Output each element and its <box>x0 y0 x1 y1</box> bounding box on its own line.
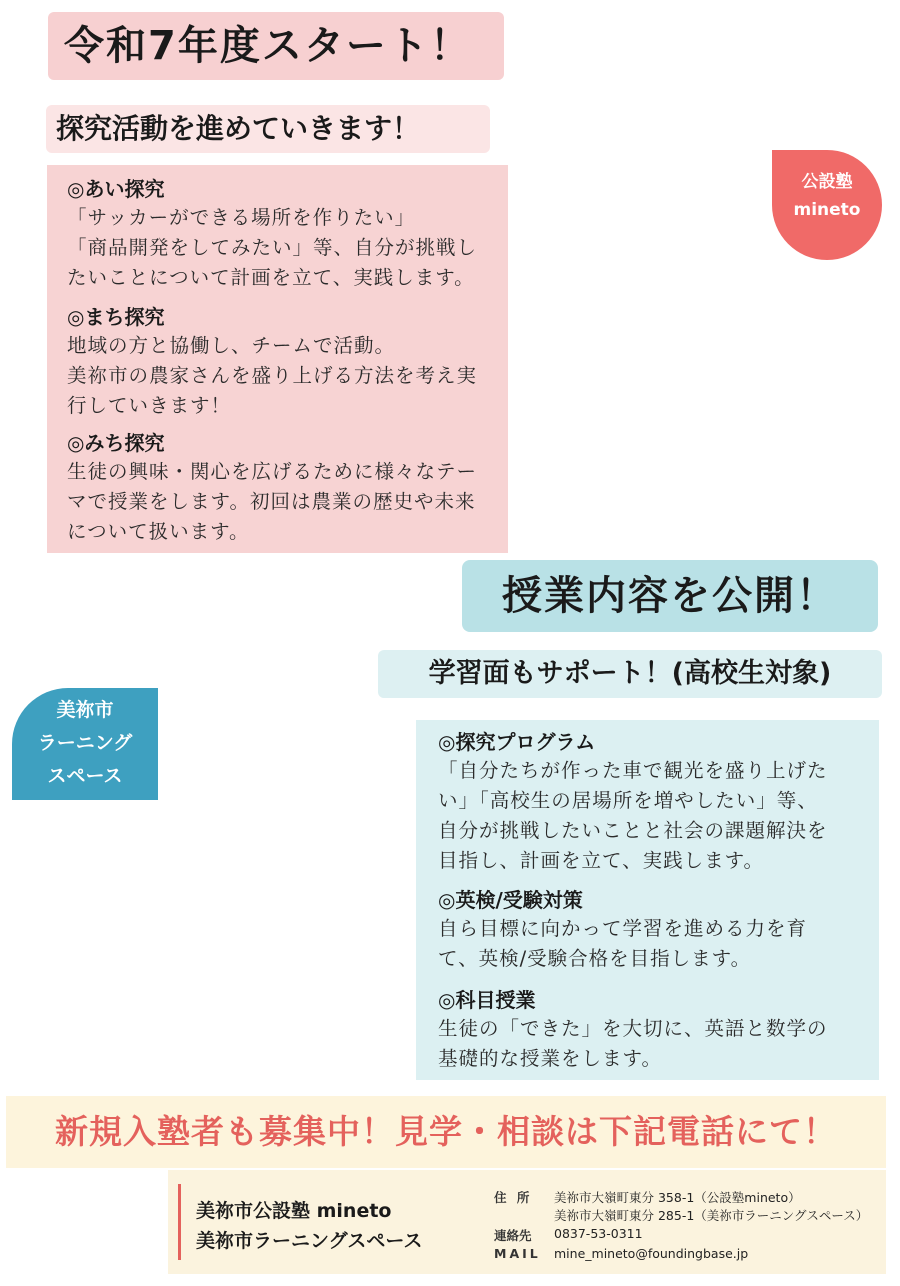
section-line: 自ら目標に向かって学習を進める力を育 <box>438 917 808 940</box>
section-line: 「サッカーができる場所を作りたい」 <box>67 206 416 229</box>
section-line: 地域の方と協働し、チームで活動。 <box>67 334 396 357</box>
section-title: ◎まち探究 <box>67 305 165 329</box>
badge-line: スペース <box>47 765 123 787</box>
section-line: 「商品開発をしてみたい」等、自分が挑戦し <box>67 236 478 259</box>
org-names <box>196 1196 422 1256</box>
accent-bar <box>178 1184 181 1260</box>
section-title: ◎英検/受験対策 <box>438 888 583 912</box>
lesson-title: 授業内容を公開！ <box>462 560 878 632</box>
section-eiken <box>438 886 868 974</box>
badge-line: 美祢市 <box>56 699 114 721</box>
address-label: 住 所 <box>494 1190 533 1205</box>
badge-line: mineto <box>793 200 861 220</box>
section-title: ◎科目授業 <box>438 988 536 1012</box>
section-title: ◎みち探究 <box>67 431 165 455</box>
lesson-subtitle: 学習面もサポート！(高校生対象) <box>378 650 882 698</box>
section-line: マで授業をします。初回は農業の歴史や未来 <box>67 490 476 513</box>
section-line: たいことについて計画を立て、実践します。 <box>67 266 475 289</box>
pink-info-box <box>47 165 508 553</box>
main-title: 令和7年度スタート！ <box>48 12 504 80</box>
section-title: ◎あい探究 <box>67 177 165 201</box>
section-line: 生徒の興味・関心を広げるために様々なテー <box>67 460 478 483</box>
section-tankyu-program <box>438 728 868 876</box>
mineto-badge <box>772 150 882 260</box>
section-line: 「自分たちが作った車で観光を盛り上げた <box>438 759 828 782</box>
address-value: 美祢市大嶺町東分 358-1（公設塾mineto） <box>554 1190 801 1205</box>
section-line: 目指し、計画を立て、実践します。 <box>438 849 765 872</box>
section-subject <box>438 986 868 1074</box>
learning-space-badge <box>12 688 158 800</box>
mail-value[interactable]: mine_mineto@foundingbase.jp <box>554 1246 749 1261</box>
org-name: 美祢市ラーニングスペース <box>196 1230 423 1252</box>
recruit-message: 新規入塾者も募集中！見学・相談は下記電話にて！ <box>55 1112 837 1151</box>
tel-label: 連絡先 <box>494 1228 532 1243</box>
section-line: 生徒の「できた」を大切に、英語と数学の <box>438 1017 828 1040</box>
section-line: 自分が挑戦したいことと社会の課題解決を <box>438 819 828 842</box>
section-line: 基礎的な授業をします。 <box>438 1047 662 1070</box>
section-line: 行していきます！ <box>67 394 232 417</box>
section-title: ◎探究プログラム <box>438 730 596 754</box>
section-michi-tankyu <box>67 429 497 547</box>
section-line: い」「高校生の居場所を増やしたい」等、 <box>438 789 818 812</box>
tel-value[interactable]: 0837-53-0311 <box>554 1226 643 1241</box>
contact-info <box>494 1188 884 1266</box>
section-ai-tankyu <box>67 175 497 293</box>
section-line: について扱います。 <box>67 520 250 543</box>
mail-label: MAIL <box>494 1246 541 1261</box>
badge-line: ラーニング <box>37 732 133 754</box>
section-line: て、英検/受験合格を目指します。 <box>438 947 752 970</box>
badge-line: 公設塾 <box>801 172 853 192</box>
address-value: 美祢市大嶺町東分 285-1（美祢市ラーニングスペース） <box>554 1208 869 1223</box>
section-machi-tankyu <box>67 303 497 421</box>
blue-info-box <box>416 720 879 1080</box>
org-name: 美祢市公設塾 mineto <box>196 1200 392 1222</box>
subtitle-inquiry: 探究活動を進めていきます！ <box>46 105 490 153</box>
section-line: 美祢市の農家さんを盛り上げる方法を考え実 <box>67 364 478 387</box>
